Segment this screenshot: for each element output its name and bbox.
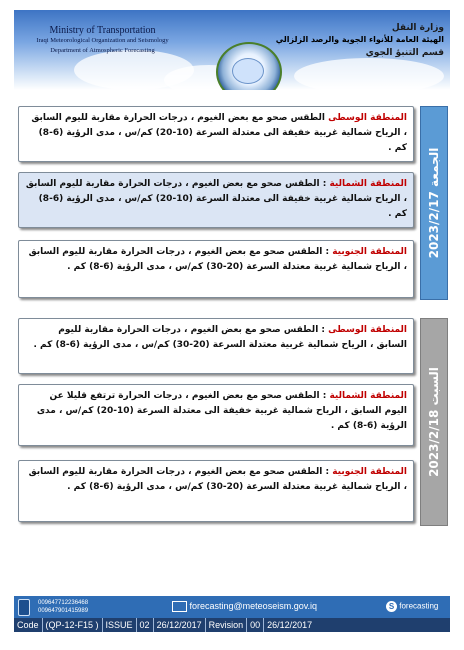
ministry-name-en: Ministry of Transportation bbox=[49, 25, 156, 36]
revision-label: Revision bbox=[206, 618, 248, 632]
letterhead bbox=[14, 10, 450, 90]
region-name: المنطقة الوسطى bbox=[328, 325, 407, 335]
skype-contact[interactable] bbox=[386, 601, 438, 612]
day-label-friday bbox=[420, 106, 448, 300]
ministry-name-ar: وزارة النقل bbox=[391, 23, 444, 33]
forecast-north-day2 bbox=[18, 384, 414, 446]
department-name-en: Department of Atmospheric Forecasting bbox=[50, 47, 155, 54]
region-name: المنطقة الوسطى bbox=[328, 113, 407, 123]
skype-icon: S bbox=[386, 601, 397, 612]
day-label-text: السبت 2023/2/18 bbox=[427, 367, 441, 477]
region-name: المنطقة الجنوبية bbox=[332, 467, 407, 477]
forecast-north-day1 bbox=[18, 172, 414, 228]
forecast-text: : الطقس صحو مع بعض الغيوم ، درجات الحرارة مقاربة لليوم السابق ، الرياح شمالية غربية معتدلة السرعة (20-30) كم/س ، مدى الرؤية (6-8) كم . bbox=[28, 467, 407, 492]
forecast-text: : الطقس صحو مع بعض الغيوم ، درجات الحرارة مقاربة لليوم السابق ، الرياح شمالية غربية معتدلة السرعة (20-30) كم/س ، مدى الرؤية (6-8) كم . bbox=[33, 325, 407, 350]
code-value: (QP-12-F15 ) bbox=[43, 618, 103, 632]
document-code-bar bbox=[14, 618, 450, 632]
issue-label: ISSUE bbox=[103, 618, 137, 632]
contact-footer bbox=[14, 596, 450, 618]
region-name: المنطقة الشمالية bbox=[329, 179, 407, 189]
forecast-central-day2 bbox=[18, 318, 414, 374]
day-label-text: الجمعة 2023/2/17 bbox=[427, 147, 441, 259]
phone-number-2: 009647901415989 bbox=[38, 608, 89, 614]
forecast-south-day1 bbox=[18, 240, 414, 298]
organization-name-en: Iraqi Meteorological Organization and Seismology bbox=[36, 37, 169, 44]
forecast-south-day2 bbox=[18, 460, 414, 522]
phone-number-1: 009647712236468 bbox=[38, 600, 89, 606]
english-header bbox=[20, 26, 185, 56]
phone-icon bbox=[18, 599, 30, 616]
forecast-text: الطقس صحو مع بعض الغيوم ، درجات الحرارة مقاربة لليوم السابق ، الرياح شمالية غربية خفيفة الى معتدلة السرعة (10-20) كم/س ، مدى الرؤية (6-8) كم . bbox=[31, 113, 407, 153]
organization-name-ar: الهيئة العامة للأنواء الجوية والرصد الزلزالي bbox=[275, 35, 444, 44]
phone-numbers bbox=[38, 599, 88, 615]
forecast-text: : الطقس صحو مع بعض الغيوم ، درجات الحرارة مقاربة لليوم السابق ، الرياح شمالية غربية خفيفة الى معتدلة السرعة (10-20) كم/س ، مدى الرؤية (6-8) كم . bbox=[25, 179, 407, 219]
organization-logo bbox=[216, 42, 282, 90]
issue-date: 26/12/2017 bbox=[154, 618, 206, 632]
skype-handle: forecasting bbox=[399, 601, 439, 611]
revision-number: 00 bbox=[247, 618, 264, 632]
arabic-header bbox=[274, 22, 444, 60]
email-address: forecasting@meteoseism.gov.iq bbox=[189, 601, 318, 611]
region-name: المنطقة الشمالية bbox=[329, 391, 407, 401]
revision-date: 26/12/2017 bbox=[267, 620, 313, 630]
forecast-text: : الطقس صحو مع بعض الغيوم ، درجات الحرارة ترتفع قليلا عن اليوم السابق ، الرياح شمالية غربية خفيفة الى معتدلة السرعة (10-20) كم/س ، مدى الرؤية (6-8) كم . bbox=[36, 391, 407, 431]
department-name-ar: قسم التنبؤ الجوي bbox=[365, 48, 444, 58]
issue-number: 02 bbox=[137, 618, 154, 632]
region-name: المنطقة الجنوبية bbox=[332, 247, 407, 257]
forecast-text: : الطقس صحو مع بعض الغيوم ، درجات الحرارة مقاربة لليوم السابق ، الرياح شمالية غربية معتدلة السرعة (20-30) كم/س ، مدى الرؤية (6-8) كم . bbox=[28, 247, 407, 272]
code-label: Code bbox=[14, 618, 43, 632]
forecast-central-day1 bbox=[18, 106, 414, 162]
day-label-saturday bbox=[420, 318, 448, 526]
mail-icon bbox=[172, 601, 187, 612]
email-contact[interactable] bbox=[172, 601, 317, 612]
